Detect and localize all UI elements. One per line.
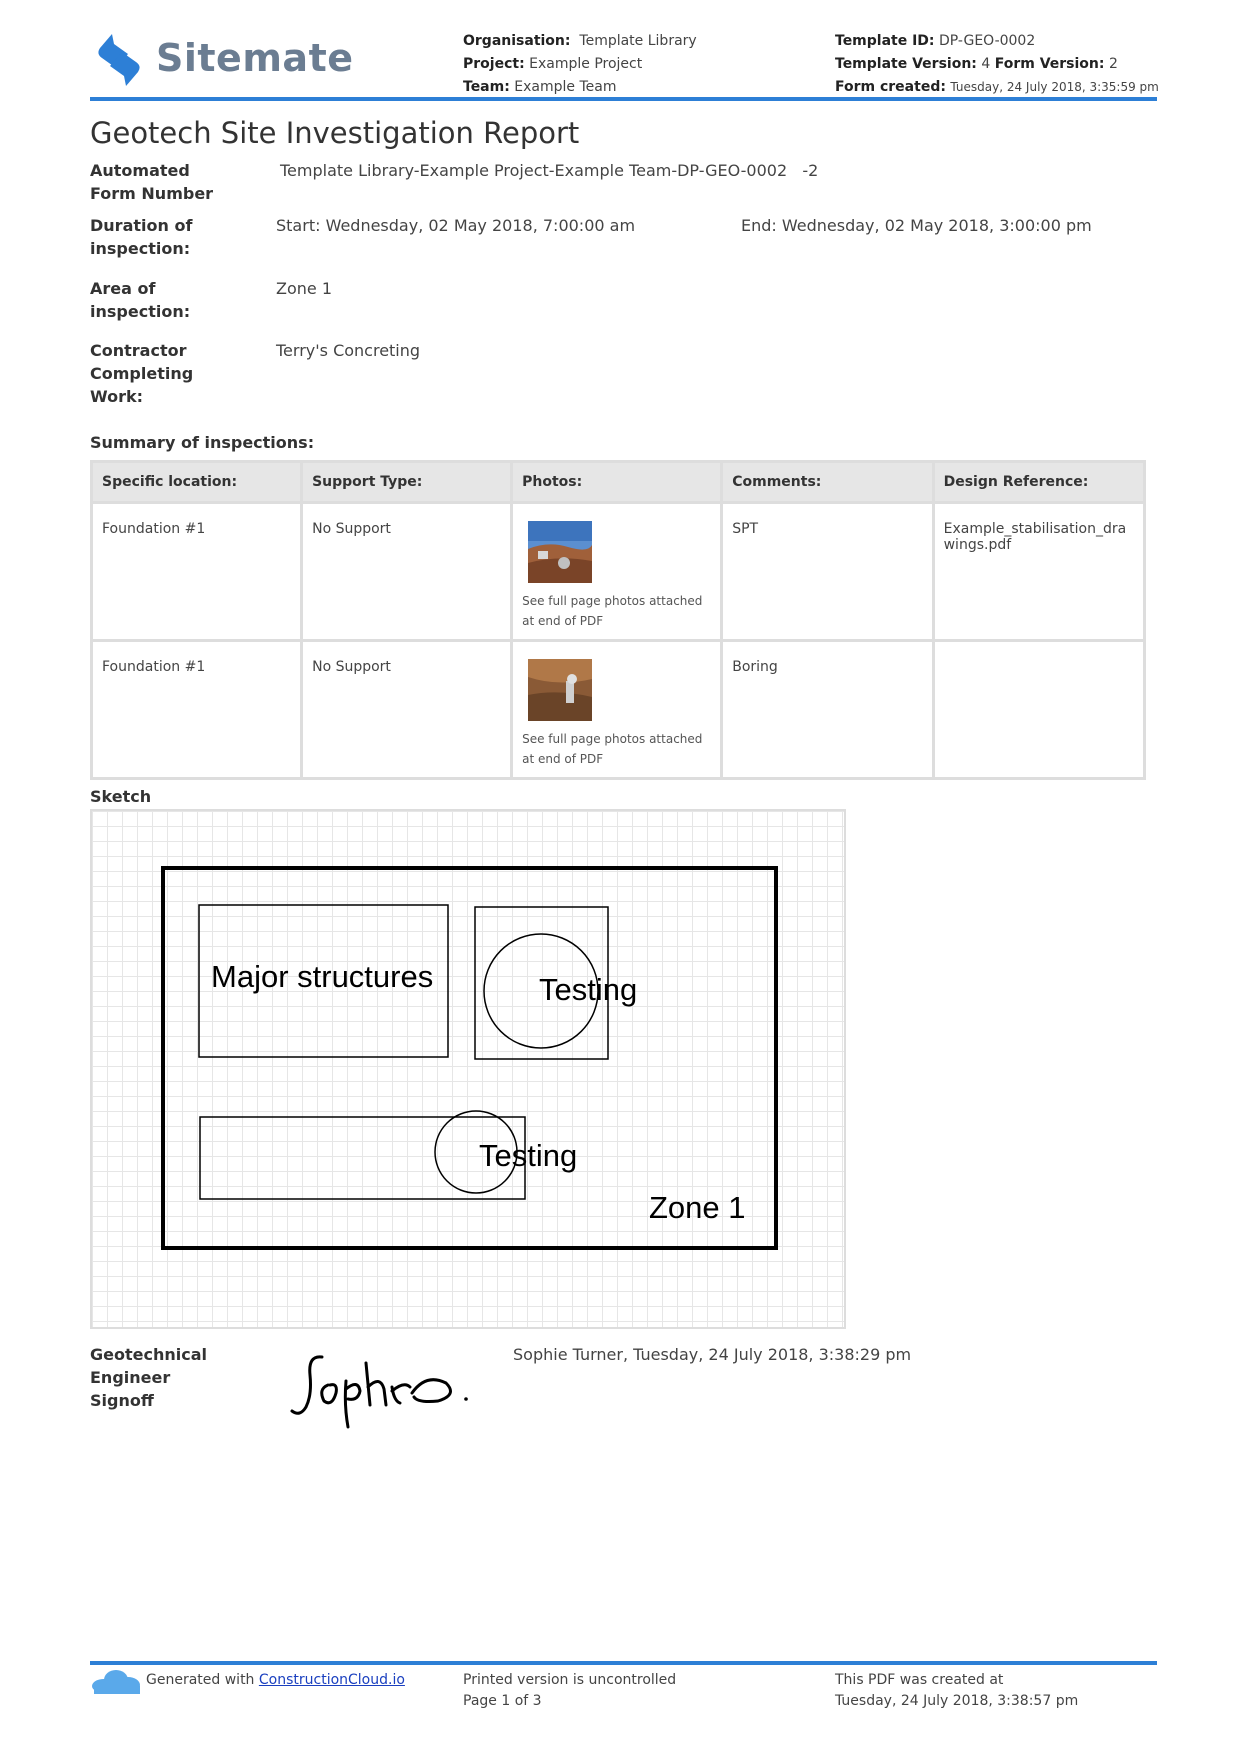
- site-photo-thumbnail[interactable]: [528, 659, 592, 721]
- column-header: Comments:: [723, 463, 931, 501]
- photo-cell: [513, 642, 720, 777]
- uncontrolled-notice: Printed version is uncontrolled: [463, 1672, 677, 1688]
- form-created-label: Form created:: [835, 79, 946, 95]
- constructioncloud-link[interactable]: ConstructionCloud.io: [258, 1672, 405, 1688]
- column-header: Specific location:: [93, 463, 300, 501]
- footer-divider: [90, 1661, 1157, 1665]
- team-value: Example Team: [514, 79, 617, 95]
- sitemate-logo-icon: [90, 30, 150, 90]
- duration-label: Duration of inspection:: [90, 216, 193, 258]
- form-created-value: Tuesday, 24 July 2018, 3:35:59 pm: [950, 80, 1159, 94]
- brand-name: Sitemate: [156, 36, 354, 80]
- duration-end-value: End: Wednesday, 02 May 2018, 3:00:00 pm: [741, 216, 1092, 235]
- form-version-value: 2: [1108, 56, 1118, 72]
- photo-note: See full page photos attached at end of PDF: [522, 732, 703, 766]
- form-number-label: Automated Form Number: [90, 161, 214, 203]
- template-id-value: DP-GEO-0002: [938, 33, 1036, 49]
- project-value: Example Project: [529, 56, 643, 72]
- team-label: Team:: [463, 79, 510, 95]
- photo-note: See full page photos attached at end of PDF: [522, 594, 703, 628]
- footer-generated: [90, 1670, 405, 1694]
- pdf-created-value: Tuesday, 24 July 2018, 3:38:57 pm: [835, 1693, 1079, 1709]
- sketch-label-testing-1: Testing: [539, 972, 638, 1007]
- table-row: [93, 642, 1143, 777]
- table-row: [93, 504, 1143, 639]
- area-label: Area of inspection:: [90, 279, 191, 321]
- project-label: Project:: [463, 56, 525, 72]
- cloud-icon: [90, 1668, 142, 1694]
- signature-image: [288, 1345, 488, 1435]
- sitemate-logo: [90, 30, 390, 92]
- photo-cell: [513, 504, 720, 639]
- contractor-value: Terry's Concreting: [276, 341, 421, 360]
- organisation-value: Template Library: [579, 33, 697, 49]
- template-id-label: Template ID:: [835, 33, 935, 49]
- header-divider: [90, 97, 1157, 101]
- site-photo-thumbnail[interactable]: [528, 521, 592, 583]
- duration-start-value: Start: Wednesday, 02 May 2018, 7:00:00 am: [276, 216, 636, 235]
- column-header: Photos:: [513, 463, 720, 501]
- sketch-label-major-structures: Major structures: [211, 959, 434, 994]
- header-org-info: [463, 30, 697, 99]
- signoff-label: Geotechnical Engineer Signoff: [90, 1345, 207, 1410]
- support-cell: No Support: [303, 504, 510, 639]
- location-cell: Foundation #1: [93, 642, 300, 777]
- sketch-title: Sketch: [90, 787, 152, 806]
- support-cell: No Support: [303, 642, 510, 777]
- template-version-label: Template Version:: [835, 56, 977, 72]
- sketch-label-testing-2: Testing: [479, 1138, 578, 1173]
- template-version-value: 4: [981, 56, 991, 72]
- sketch-canvas: [90, 809, 846, 1329]
- signoff-value: Sophie Turner, Tuesday, 24 July 2018, 3:38:29 pm: [513, 1345, 912, 1364]
- form-version-label: Form Version:: [994, 56, 1105, 72]
- summary-title: Summary of inspections:: [90, 433, 315, 452]
- sketch-drawing: [92, 811, 844, 1327]
- column-header: Support Type:: [303, 463, 510, 501]
- table-header-row: [93, 463, 1143, 501]
- header-template-info: [835, 30, 1159, 99]
- column-header: Design Reference:: [935, 463, 1143, 501]
- location-cell: Foundation #1: [93, 504, 300, 639]
- design-ref-cell: Example_stabilisation_drawings.pdf: [935, 504, 1143, 639]
- area-value: Zone 1: [276, 279, 332, 298]
- design-ref-cell: [935, 642, 1143, 777]
- comment-cell: Boring: [723, 642, 931, 777]
- page-number: Page 1 of 3: [463, 1693, 542, 1709]
- sketch-label-zone: Zone 1: [649, 1190, 746, 1225]
- summary-table: [90, 460, 1146, 780]
- organisation-label: Organisation:: [463, 33, 571, 49]
- comment-cell: SPT: [723, 504, 931, 639]
- generated-prefix: Generated with: [146, 1672, 259, 1688]
- contractor-label: Contractor Completing Work:: [90, 341, 194, 406]
- footer-center: [463, 1670, 676, 1712]
- page-title: Geotech Site Investigation Report: [90, 116, 580, 150]
- testing-box-2: [200, 1117, 525, 1199]
- form-number-value: Template Library-Example Project-Example Team-DP-GEO-0002 -2: [280, 161, 819, 180]
- pdf-created-label: This PDF was created at: [835, 1672, 1004, 1688]
- footer-right: [835, 1670, 1078, 1712]
